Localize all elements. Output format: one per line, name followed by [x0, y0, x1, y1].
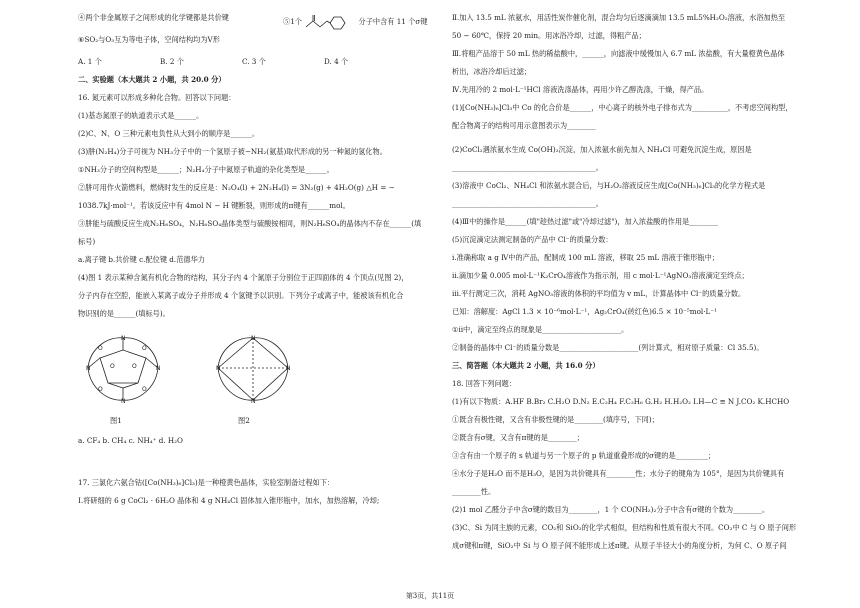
q16-line-4: ①NH₃分子的空间构型是______；N₂H₄分子中氮原子轨道的杂化类型是______。 [78, 165, 334, 174]
option-d: D. 4 个 [324, 57, 349, 66]
q17-step-1: Ⅰ.将研细的 6 g CoCl₂ · 6H₂O 晶体和 4 g NH₄Cl 固体加入锥形瓶中，加水，加热溶解，冷却; [78, 496, 380, 505]
q16-line-2: (2)C、N、O 三种元素电负性从大到小的顺序是______。 [78, 129, 260, 138]
answer-options [78, 57, 406, 67]
page-footer: 第3页，共11页 [405, 592, 455, 600]
r-line-12: (4)Ⅲ中的操作是______(填"趁热过滤"或"冷却过滤")，加入浓盐酸的作用是________ [452, 217, 718, 226]
figure-1-caption: 图1 [110, 416, 122, 425]
r-line-21: ①既含有极性键，又含有非极性键的是________(填序号，下同)； [452, 415, 659, 424]
r-line-25: ________性。 [452, 487, 496, 496]
r-line-3: Ⅲ.将粗产品溶于 50 mL 热的稀盐酸中，______，向滤液中缓慢加入 6.7 mL 浓盐酸，有大量橙黄色晶体 [452, 49, 785, 58]
q16-line-1: (1)基态氮原子的轨道表示式是______。 [78, 111, 204, 120]
q16-choices: a. CF₄ b. CH₄ c. NH₄⁺ d. H₂O [78, 436, 183, 445]
q16-line-5: ②肼可用作火箭燃料，燃烧时发生的反应是：N₂O₄(l) + 2N₂H₄(l) = 3N₂(g) + 4H₂O(g) △H = − [78, 183, 395, 192]
option-c: C. 3 个 [242, 57, 266, 66]
figure-1-cage-molecule [78, 328, 168, 413]
svg-text:O: O [142, 345, 147, 352]
section-heading-experiment: 二、实验题（本大题共 2 小题，共 20.0 分） [78, 75, 226, 84]
q16-line-9: a.离子键 b.共价键 c.配位键 d.范德华力 [78, 255, 205, 264]
svg-text:O: O [142, 386, 147, 393]
r-line-8: (2)CoCl₂遇浓氨水生成 Co(OH)₂沉淀，加入浓氨水前先加入 NH₄Cl 可避免沉淀生成，原因是 [452, 145, 752, 154]
r-line-2: 50 ∼ 60℃，保持 20 min。用冰浴冷却，过滤，得粗产品； [452, 31, 646, 40]
r-line-15: ⅱ.滴加少量 0.005 mol·L⁻¹K₂CrO₄溶液作为指示剂，用 c mol·L⁻¹AgNO₃溶液滴定至终点； [452, 271, 749, 280]
svg-text:N: N [121, 335, 126, 342]
q16-line-8: 标号) [78, 237, 96, 246]
svg-text:N: N [156, 365, 161, 372]
q16-line-6: 1038.7kJ·mol⁻¹。若该反应中有 4mol N − H 键断裂，则形成的π键有______mol。 [78, 201, 350, 210]
r-line-24: ④水分子是H₂O 而不是H₃O，是因为共价键具有________性；水分子的键角为 105°，是因为共价键具有 [452, 469, 785, 478]
svg-text:N: N [121, 398, 126, 405]
svg-text:N: N [251, 335, 256, 342]
r-line-5: Ⅳ.先用冷的 2 mol·L⁻¹HCl 溶液洗涤晶体，再用少许乙醇洗涤，干燥，得产品。 [452, 85, 709, 94]
r-line-14: ⅰ.准确称取 a g Ⅳ中的产品，配制成 100 mL 溶液，移取 25 mL 溶液于锥形瓶中； [452, 253, 719, 262]
r-line-4: 析出，冰浴冷却后过滤； [452, 67, 532, 76]
question-16: 16. 氮元素可以形成多种化合物。回答以下问题： [78, 93, 236, 102]
r-line-22: ②既含有σ键，又含有π键的是________； [452, 433, 584, 442]
svg-text:O: O [98, 345, 103, 352]
svg-text:O: O [110, 363, 115, 370]
svg-text:O: O [98, 386, 103, 393]
r-line-6: (1)[Co(NH₃)₆]Cl₃中 Co 的化合价是______，中心离子的核外电子排布式为__________，不考虑空间构型， [452, 103, 793, 112]
r-line-10: (3)溶液中 CoCl₂、NH₄Cl 和浓氨水混合后，与H₂O₂溶液反应生成[Co(NH₃)₆]Cl₃的化学方程式是 [452, 181, 766, 190]
r-line-20: (1)有以下物质：A.HF B.Br₂ C.H₂O D.N₂ E.C₂H₄ F.C₂H₆ G.H₂ H.H₂O₂ I.H—C ≡ N J.CO₂ K.HCHO [452, 397, 790, 406]
figure-2-caption: 图2 [238, 416, 250, 425]
r-line-18: ①ⅱ中，滴定至终点的现象是______________________。 [452, 325, 629, 334]
svg-text:N: N [216, 365, 221, 372]
figure-2-tetrahedron [208, 328, 298, 413]
r-line-11: ________________________________________。 [452, 199, 603, 208]
option-a: A. 1 个 [78, 57, 102, 66]
svg-text:N: N [286, 365, 291, 372]
q16-line-12: 物识别的是______(填标号)。 [78, 309, 170, 318]
q-statement-5 [283, 13, 427, 31]
r-line-28: 成σ键和π键，SiO₂中 Si 与 O 原子间不能形成上述π键。从原子半径大小的角度分析，为何 C、O 原子间 [452, 541, 787, 550]
r-line-26: (2)1 mol 乙醛分子中含σ键的数目为________，1 个 CO(NH₂)₂分子中含有σ键的个数为________。 [452, 505, 770, 514]
q-statement-4: ④两个非金属原子之间形成的化学键都是共价键 [78, 13, 229, 22]
question-18: 18. 回答下列问题： [452, 379, 517, 388]
r-line-27: (3)C、Si 为同主族的元素，CO₂和 SiO₂的化学式相似，但结构和性质有很大不同。CO₂中 C 与 O 原子间形 [452, 523, 797, 532]
r-line-13: (5)沉淀滴定法测定制备的产品中 Cl⁻的质量分数： [452, 235, 613, 244]
q16-line-7: ③肼能与硫酸反应生成N₂H₆SO₄，N₂H₆SO₄晶体类型与硫酸铵相同，则N₂H₆SO₄的晶体内不存在______(填 [78, 219, 422, 228]
option-b: B. 2 个 [160, 57, 184, 66]
r-line-16: ⅲ.平行测定三次，消耗 AgNO₃溶液的体积的平均值为 v mL，计算晶体中 Cl⁻的质量分数。 [452, 289, 746, 298]
q16-line-10: (4)图 1 表示某种含氮有机化合物的结构，其分子内 4 个氮原子分别位于正四面体的 4 个顶点(见图 2)， [78, 273, 409, 282]
q-statement-6: ⑥SO₂与O₃互为等电子体，空间结构均为V形 [78, 35, 220, 44]
svg-text:O: O [132, 363, 137, 370]
r-line-7: 配合物离子的结构可用示意图表示为________ [452, 121, 596, 130]
q-statement-5-prefix: ⑤1个 [283, 17, 302, 26]
r-line-17: 已知：溶解度：AgCl 1.3 × 10⁻⁶mol·L⁻¹，Ag₂CrO₄(砖红色)6.5 × 10⁻⁵mol·L⁻¹ [452, 307, 717, 316]
q16-line-11: 分子内存在空腔，能嵌入某离子或分子并形成 4 个氢键予以识别。下列分子或离子中，能被该有机化合 [78, 291, 404, 300]
question-17: 17. 三氯化六氨合钴([Co(NH₃)₆]Cl₃)是一种橙黄色晶体，实验室制备过程如下： [78, 478, 335, 487]
r-line-1: Ⅱ.加入 13.5 mL 浓氨水，用活性炭作催化剂，混合均匀后逐滴滴加 13.5 mL5%H₂O₂溶液，水浴加热至 [452, 13, 786, 22]
svg-text:N: N [86, 365, 91, 372]
r-line-23: ③含有由一个原子的 s 轨道与另一个原子的 p 轨道重叠形成的σ键的是_________； [452, 451, 716, 460]
r-line-9: ________________________________________。 [452, 163, 603, 172]
q-statement-5-suffix: 分子中含有 11 个σ键 [358, 17, 428, 26]
r-line-19: ②制备的晶体中 Cl⁻的质量分数是______________________(列计算式，相对原子质量：Cl 35.5)。 [452, 343, 764, 352]
molecule-structure-icon [304, 13, 356, 31]
q16-line-3: (3)肼(N₂H₄)分子可视为 NH₃分子中的一个氢原子被−NH₂(氨基)取代形成的另一种氮的氢化物。 [78, 147, 387, 156]
svg-text:N: N [251, 398, 256, 405]
section-heading-short-answer: 三、简答题（本大题共 2 小题，共 16.0 分） [452, 361, 600, 370]
